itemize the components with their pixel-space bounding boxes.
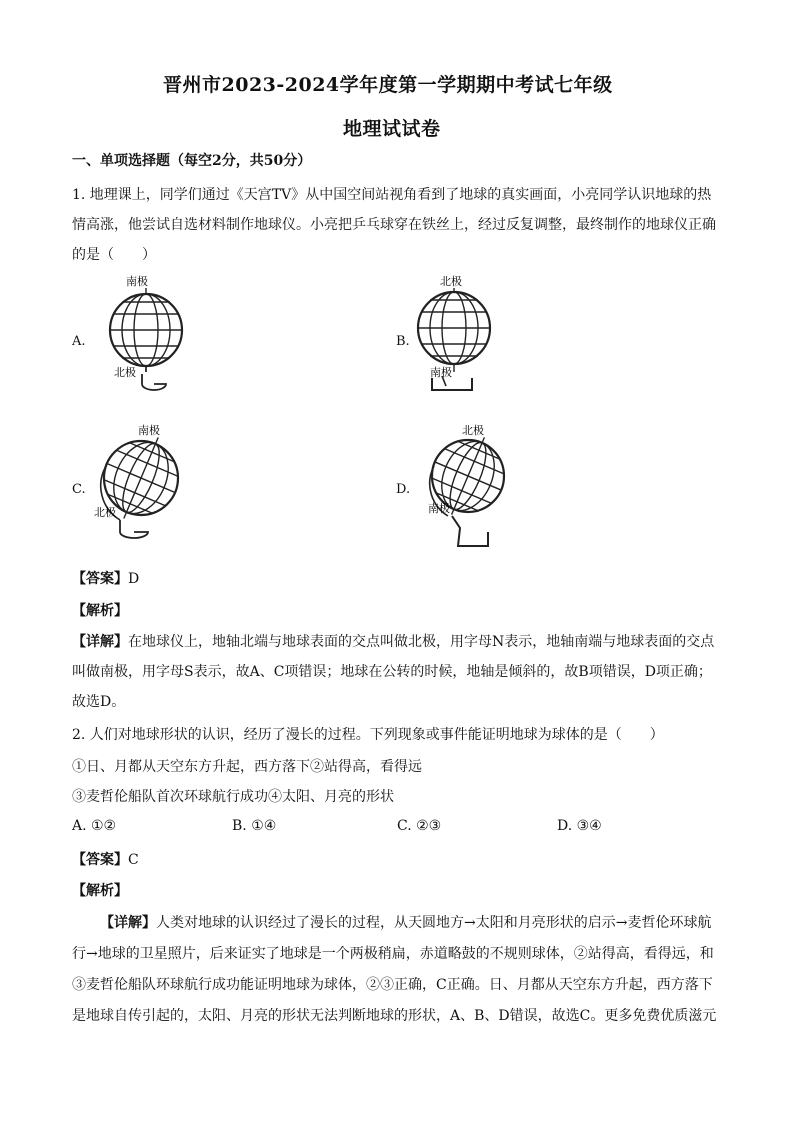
q2-answer [72,849,139,869]
q2-choice-c: C. ②③ [397,818,442,834]
page-title: 晋州市2023-2024学年度第一学期期中考试七年级 [163,74,613,96]
answer-tag: 【答案】 [72,852,128,868]
answer-value: D [128,571,140,587]
q1-stem-line1: 1. 地理课上，同学们通过《天宫TV》从中国空间站视角看到了地球的真实画面，小亮同学认识地球的热 [72,187,712,203]
q2-detail-line3: ③麦哲伦船队环球航行成功能证明地球为球体，②③正确，C正确。日、月都从天空东方升起，西方落下 [72,977,713,993]
answer-tag: 【答案】 [72,571,128,587]
detail-tag: 【详解】 [100,915,156,931]
globe-d-top-label: 北极 [462,424,484,437]
q2-stem-line3: ③麦哲伦船队首次环球航行成功④太阳、月亮的形状 [72,789,394,805]
q1-analysis-tag: 【解析】 [72,603,128,619]
globe-d-bottom-label: 南极 [428,502,450,515]
q1-option-b-globe-icon [408,272,518,397]
q2-stem-line2: ①日、月都从天空东方升起，西方落下②站得高，看得远 [72,759,422,775]
q1-option-d-globe-icon [418,420,528,550]
q1-stem-line3: 的是（ ） [72,247,156,263]
q2-analysis-tag: 【解析】 [72,883,128,899]
q1-detail-line1 [72,631,714,651]
q2-detail-line4: 是地球自传引起的，太阳、月亮的形状无法判断地球的形状，A、B、D错误，故选C。更多免费优质滋元 [72,1008,717,1024]
globe-b-bottom-label: 南极 [430,366,452,379]
q1-option-c-letter: C. [72,482,86,497]
answer-value: C [128,852,139,868]
detail-tag: 【详解】 [72,634,128,650]
section-heading: 一、单项选择题（每空2分，共50分） [72,153,312,169]
q1-stem-line2: 情高涨，他尝试自选材料制作地球仪。小亮把乒乓球穿在铁丝上，经过反复调整，最终制作的地球仪正确 [72,217,716,233]
q2-choice-a: A. ①② [72,818,117,834]
globe-c-bottom-label: 北极 [94,506,116,519]
globe-b-top-label: 北极 [440,275,462,288]
globe-a-top-label: 南极 [126,275,148,288]
detail-text: 人类对地球的认识经过了漫长的过程，从天圆地方→太阳和月亮形状的启示→麦哲伦环球航 [156,915,712,931]
globe-a-bottom-label: 北极 [114,366,136,379]
q1-answer [72,568,139,588]
q2-choice-b: B. ①④ [232,818,277,834]
globe-c-top-label: 南极 [138,424,160,437]
q1-option-a-letter: A. [72,334,86,349]
q1-option-a-globe-icon [96,272,206,397]
q1-option-c-globe-icon [86,420,206,550]
q2-choice-d: D. ③④ [557,818,602,834]
q1-option-d-letter: D. [396,482,411,497]
q2-detail-line1 [100,912,711,932]
q1-detail-line3: 故选D。 [72,694,126,710]
q1-detail-line2: 叫做南极，用字母S表示，故A、C项错误；地球在公转的时候，地轴是倾斜的，故B项错误，D项正确； [72,664,712,680]
q2-stem-line1: 2. 人们对地球形状的认识，经历了漫长的过程。下列现象或事件能证明地球为球体的是（ ） [72,727,664,743]
page-subtitle: 地理试试卷 [343,118,441,140]
q2-detail-line2: 行→地球的卫星照片，后来证实了地球是一个两极稍扁，赤道略鼓的不规则球体，②站得高，看得远，和 [72,946,714,962]
q1-option-b-letter: B. [396,334,410,349]
detail-text: 在地球仪上，地轴北端与地球表面的交点叫做北极，用字母N表示，地轴南端与地球表面的交点 [128,634,715,650]
